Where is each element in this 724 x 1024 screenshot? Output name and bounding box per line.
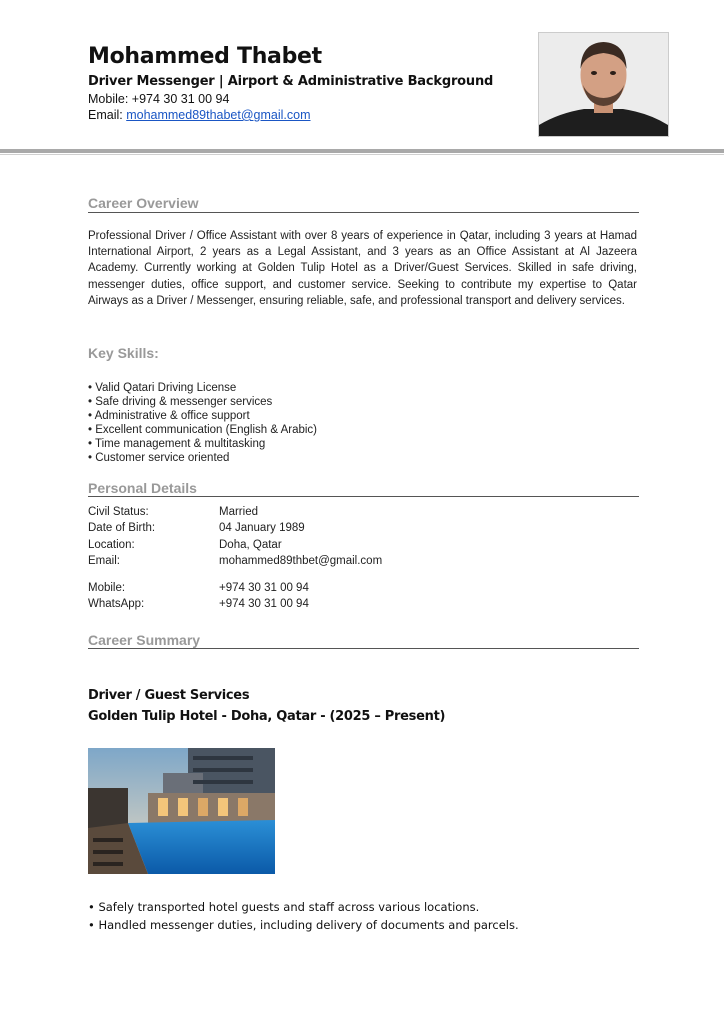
- detail-label: Location:: [88, 539, 135, 551]
- job-bullet: • Safely transported hotel guests and staff across various locations.: [88, 900, 480, 914]
- hotel-photo: [88, 748, 275, 874]
- career-summary-rule: [88, 648, 639, 649]
- detail-label: Mobile:: [88, 582, 126, 594]
- job-employer: Golden Tulip Hotel - Doha, Qatar - (2025 – Present): [88, 709, 446, 724]
- personal-details-rule: [88, 496, 639, 497]
- detail-label: Email:: [88, 555, 120, 567]
- personal-details-title: Personal Details: [88, 480, 197, 496]
- detail-value: mohammed89thbet@gmail.com: [219, 555, 383, 567]
- career-overview-rule: [88, 212, 639, 213]
- profile-photo: [538, 32, 669, 137]
- skill-item: • Safe driving & messenger services: [88, 396, 273, 408]
- detail-row-mobile: [88, 582, 309, 594]
- skill-item: • Customer service oriented: [88, 452, 230, 464]
- detail-value: Married: [219, 506, 258, 518]
- detail-value: 04 January 1989: [219, 522, 305, 534]
- skill-item: • Excellent communication (English & Arabic): [88, 424, 318, 436]
- mobile-label: Mobile:: [88, 92, 132, 106]
- detail-label: WhatsApp:: [88, 598, 145, 610]
- skill-item: • Valid Qatari Driving License: [88, 382, 237, 394]
- mobile-line: [88, 92, 229, 106]
- detail-row-date-of-birth: [88, 522, 305, 534]
- detail-row-civil-status: [88, 506, 258, 518]
- candidate-subtitle: Driver Messenger | Airport & Administrative Background: [88, 74, 494, 89]
- mobile-value: +974 30 31 00 94: [131, 92, 230, 106]
- detail-row-email: [88, 555, 382, 567]
- email-line: [88, 108, 311, 122]
- candidate-name: Mohammed Thabet: [88, 44, 322, 69]
- header-divider-shadow: [0, 154, 724, 155]
- email-label: Email:: [88, 108, 127, 122]
- detail-value: +974 30 31 00 94: [219, 598, 309, 610]
- key-skills-title: Key Skills:: [88, 345, 159, 361]
- detail-value: +974 30 31 00 94: [219, 582, 309, 594]
- hotel-photo-image: [88, 748, 275, 874]
- header-divider: [0, 149, 724, 153]
- skill-item: • Administrative & office support: [88, 410, 250, 422]
- detail-label: Civil Status:: [88, 506, 149, 518]
- career-overview-text: Professional Driver / Office Assistant with over 8 years of experience in Qatar, including 3 years at Hamad International Airport, 2 years as a Legal Assistant, and 3 years as an Office Assistant at Al Jazeera Academy. Currently working at Golden Tulip Hotel as a Driver/Guest Services. Skilled in safe driving, messenger duties, office support, and customer service. Seeking to contribute my expertise to Qatar Airways as a Driver / Messenger, ensuring reliable, safe, and professional transport and delivery services.: [88, 230, 637, 307]
- skill-item: • Time management & multitasking: [88, 438, 266, 450]
- detail-row-whatsapp: [88, 598, 309, 610]
- career-overview-title: Career Overview: [88, 195, 199, 211]
- career-summary-title: Career Summary: [88, 632, 201, 648]
- profile-photo-image: [539, 33, 668, 136]
- detail-value: Doha, Qatar: [219, 539, 282, 551]
- detail-row-location: [88, 539, 282, 551]
- key-skills-list: [88, 381, 317, 465]
- job-title: Driver / Guest Services: [88, 688, 250, 703]
- email-link[interactable]: mohammed89thabet@gmail.com: [126, 108, 311, 122]
- job-bullet: • Handled messenger duties, including delivery of documents and parcels.: [88, 918, 519, 932]
- detail-label: Date of Birth:: [88, 522, 156, 534]
